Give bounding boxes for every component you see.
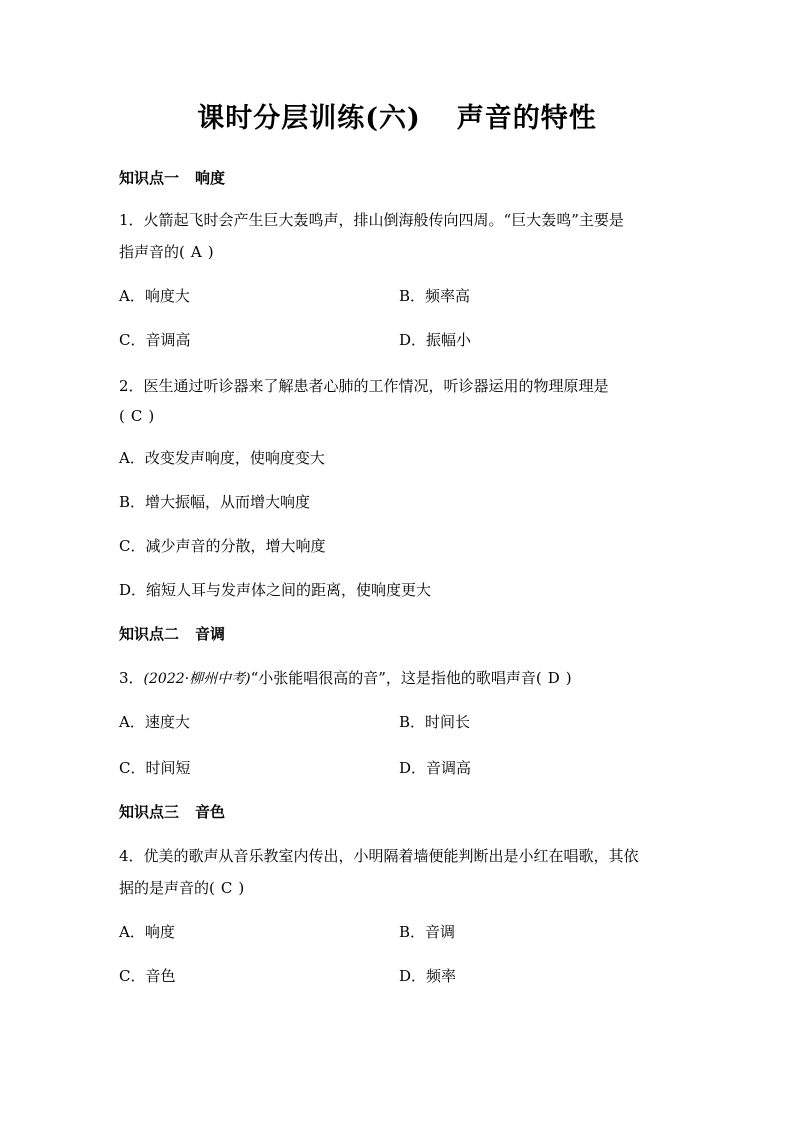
option-text: 改变发声响度，使响度变大 xyxy=(144,449,325,467)
section-label: 知识点三 xyxy=(119,803,180,821)
option-text: 时间长 xyxy=(425,713,471,731)
question-number: 2． xyxy=(119,377,144,395)
section-name: 音色 xyxy=(195,803,226,821)
option-label: A． xyxy=(119,923,145,941)
option-label: D． xyxy=(399,759,427,777)
question-2-line-2 xyxy=(119,406,679,426)
section-name: 响度 xyxy=(195,169,226,187)
question-text: 据的是声音的( xyxy=(119,879,215,897)
option-label: B． xyxy=(399,713,426,731)
option-text: 音调高 xyxy=(426,759,472,777)
option-d xyxy=(119,580,431,600)
option-c xyxy=(119,966,176,986)
question-number: 3． xyxy=(119,669,144,687)
option-text: 响度大 xyxy=(144,287,190,305)
answer-choice: D xyxy=(547,669,560,687)
option-text: 频率 xyxy=(426,967,457,985)
question-text: ) xyxy=(565,669,572,687)
option-a xyxy=(119,922,175,942)
option-a xyxy=(119,712,190,732)
question-text: “小张能唱很高的音”，这是指他的歌唱声音( xyxy=(250,669,542,687)
question-number: 4． xyxy=(119,847,144,865)
question-3-line-1 xyxy=(119,668,679,689)
question-text: 指声音的( xyxy=(119,243,185,261)
section-heading-3 xyxy=(119,802,679,822)
option-text: 速度大 xyxy=(144,713,190,731)
option-text: 缩短人耳与发声体之间的距离，使响度更大 xyxy=(146,581,432,599)
option-text: 音调 xyxy=(425,923,456,941)
option-c xyxy=(119,536,326,556)
option-label: A． xyxy=(119,287,145,305)
question-text: ) xyxy=(148,407,155,425)
answer-choice: C xyxy=(130,407,143,425)
answer-choice: C xyxy=(220,879,233,897)
question-text: ( xyxy=(119,407,125,425)
title-sub: 声音的特性 xyxy=(456,103,597,134)
option-text: 音调高 xyxy=(145,331,191,349)
section-label: 知识点二 xyxy=(119,625,180,643)
option-label: D． xyxy=(399,331,427,349)
question-4-line-1 xyxy=(119,846,679,866)
option-label: A． xyxy=(119,713,145,731)
option-label: C． xyxy=(119,967,146,985)
option-d xyxy=(399,330,471,350)
question-2-line-1 xyxy=(119,376,679,396)
option-c xyxy=(119,758,191,778)
question-text: 火箭起飞时会产生巨大轰鸣声，排山倒海般传向四周。“巨大轰鸣”主要是 xyxy=(143,211,624,229)
option-b xyxy=(399,922,455,942)
option-d xyxy=(399,758,471,778)
option-a xyxy=(119,286,190,306)
option-label: C． xyxy=(119,537,146,555)
option-label: A． xyxy=(119,449,145,467)
option-a xyxy=(119,448,325,468)
option-text: 音色 xyxy=(145,967,176,985)
option-text: 减少声音的分散，增大响度 xyxy=(145,537,326,555)
section-name: 音调 xyxy=(195,625,226,643)
option-text: 振幅小 xyxy=(426,331,472,349)
question-text: 优美的歌声从音乐教室内传出，小明隔着墙便能判断出是小红在唱歌，其依 xyxy=(143,847,639,865)
option-label: D． xyxy=(119,581,147,599)
option-b xyxy=(399,712,470,732)
title-main: 课时分层训练(六) xyxy=(197,103,421,134)
question-1-line-1 xyxy=(119,210,679,230)
option-text: 响度 xyxy=(144,923,175,941)
option-label: B． xyxy=(399,287,426,305)
option-label: C． xyxy=(119,331,146,349)
section-label: 知识点一 xyxy=(119,169,180,187)
option-text: 增大振幅，从而增大响度 xyxy=(145,493,311,511)
option-label: B． xyxy=(119,493,146,511)
option-text: 频率高 xyxy=(425,287,471,305)
option-c xyxy=(119,330,191,350)
option-label: C． xyxy=(119,759,146,777)
question-text: ) xyxy=(207,243,214,261)
section-heading-2 xyxy=(119,624,679,644)
option-text: 时间短 xyxy=(145,759,191,777)
question-text: 医生通过听诊器来了解患者心肺的工作情况，听诊器运用的物理原理是 xyxy=(143,377,609,395)
option-d xyxy=(399,966,456,986)
question-4-line-2 xyxy=(119,878,679,898)
answer-choice: A xyxy=(190,243,202,261)
question-number: 1． xyxy=(119,211,144,229)
option-label: B． xyxy=(399,923,426,941)
page-title xyxy=(0,96,794,135)
question-text: ) xyxy=(238,879,245,897)
option-label: D． xyxy=(399,967,427,985)
option-b xyxy=(119,492,310,512)
option-b xyxy=(399,286,470,306)
section-heading-1 xyxy=(119,168,679,188)
question-1-line-2 xyxy=(119,242,679,262)
question-source: (2022·柳州中考) xyxy=(143,671,251,687)
